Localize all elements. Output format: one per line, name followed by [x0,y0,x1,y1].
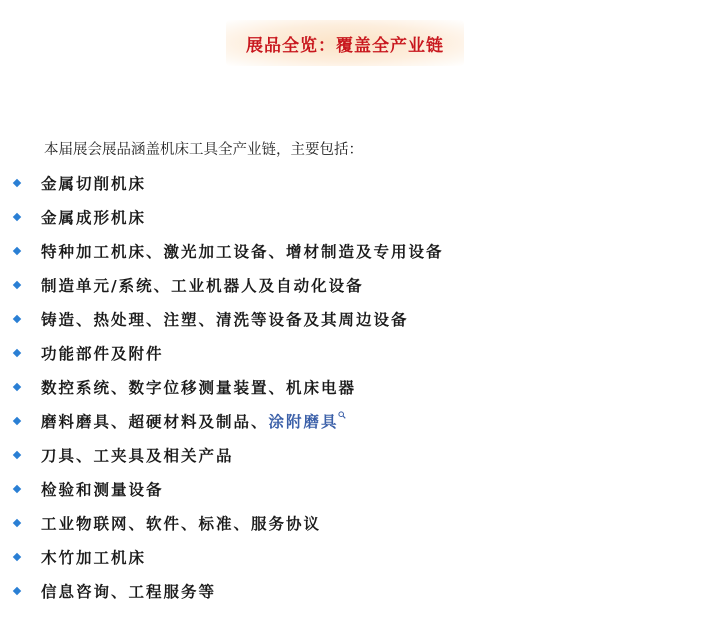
intro-text: 本届展会展品涵盖机床工具全产业链，主要包括： [44,142,363,158]
list-item-text: 功能部件及附件 [41,345,164,363]
list-item-text: 金属切削机床 [41,175,147,193]
list-item-text: 刀具、工夹具及相关产品 [41,447,234,465]
list-item-text: 磨料磨具、超硬材料及制品、 [41,413,269,431]
diamond-bullet-icon [13,519,21,527]
diamond-bullet-icon [13,383,21,391]
diamond-bullet-icon [13,213,21,221]
page-title: 展品全览：覆盖全产业链 [246,35,444,56]
list-item-text: 特种加工机床、激光加工设备、增材制造及专用设备 [41,243,444,261]
list-item-text: 检验和测量设备 [41,481,164,499]
list-item-text: 工业物联网、软件、标准、服务协议 [41,515,322,533]
search-link-coated-abrasives[interactable]: 涂附磨具 [268,413,339,431]
title-banner [226,20,464,66]
diamond-bullet-icon [13,451,21,459]
diamond-bullet-icon [13,553,21,561]
list-item-text: 信息咨询、工程服务等 [41,583,217,601]
list-item-text: 铸造、热处理、注塑、清洗等设备及其周边设备 [41,311,409,329]
diamond-bullet-icon [13,587,21,595]
list-item-text: 数控系统、数字位移测量装置、机床电器 [41,379,357,397]
diamond-bullet-icon [13,485,21,493]
diamond-bullet-icon [13,247,21,255]
diamond-bullet-icon [13,179,21,187]
diamond-bullet-icon [13,349,21,357]
list-item-text: 制造单元/系统、工业机器人及自动化设备 [41,277,364,295]
list-item-text: 木竹加工机床 [41,549,147,567]
list-item-text: 金属成形机床 [41,209,147,227]
diamond-bullet-icon [13,417,21,425]
diamond-bullet-icon [13,281,21,289]
list-item-text-with-link [41,410,346,432]
search-icon[interactable] [338,411,346,419]
diamond-bullet-icon [13,315,21,323]
